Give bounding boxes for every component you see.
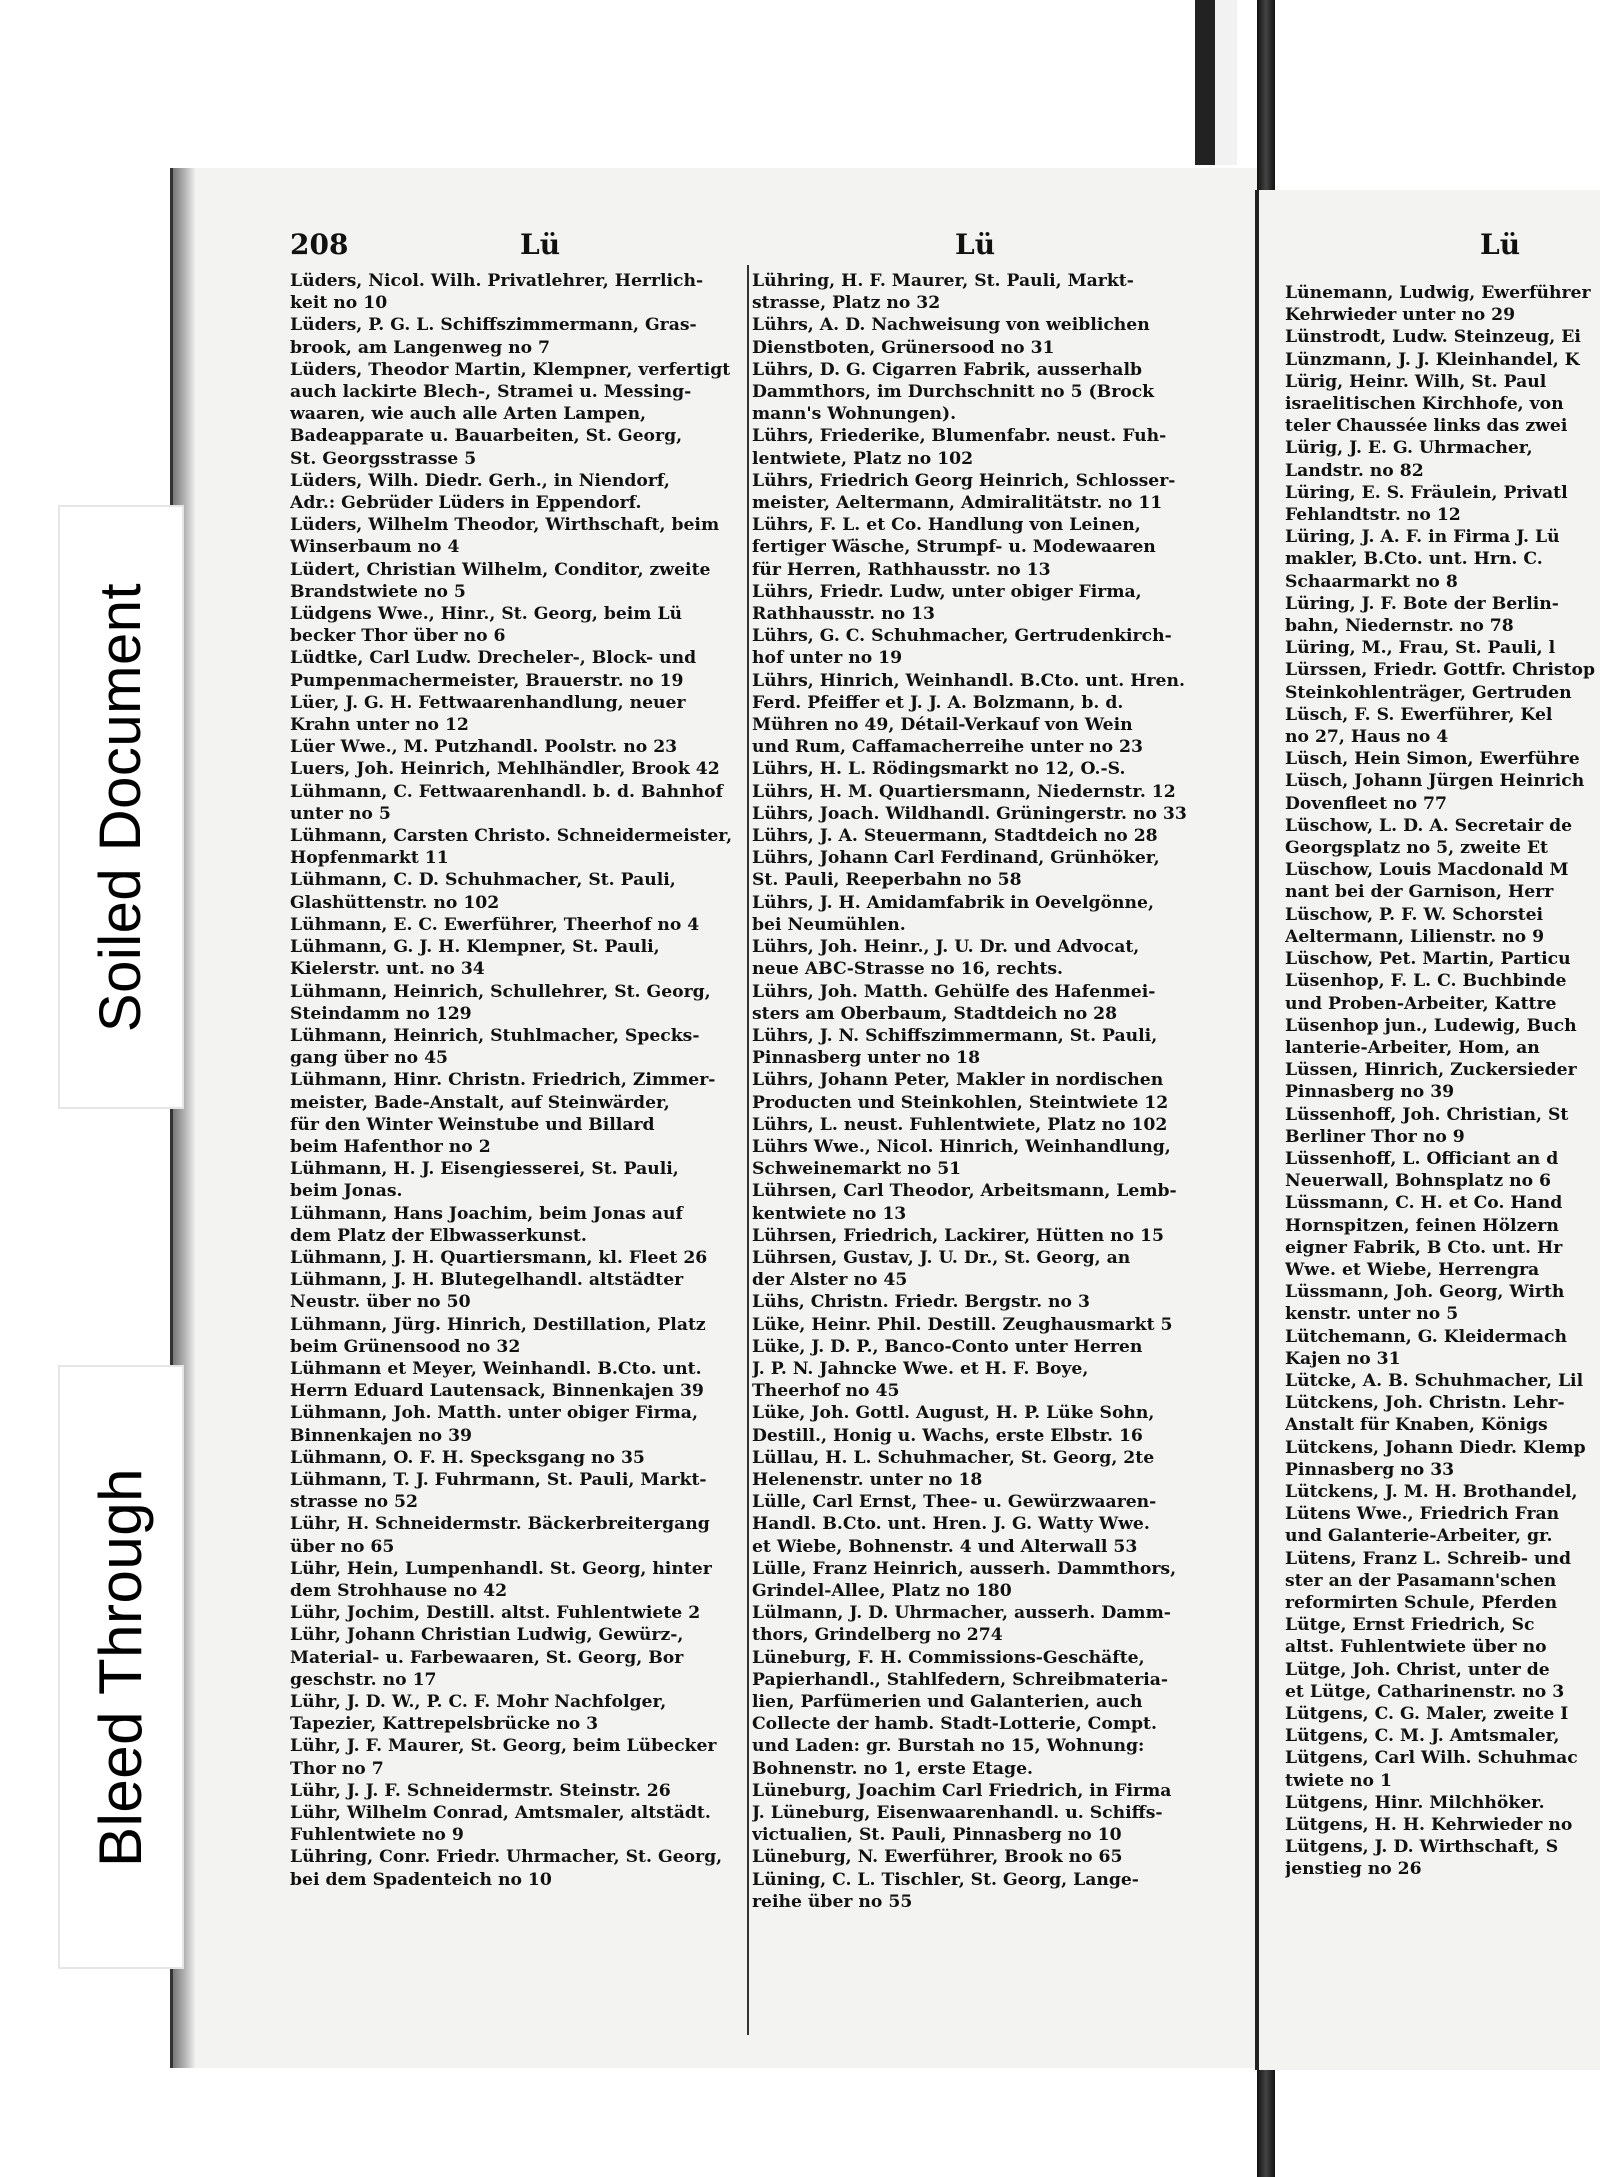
directory-line: Lühr, J. J. F. Schneidermstr. Steinstr. 26: [290, 1780, 671, 1801]
directory-line: Lütckens, Johann Diedr. Klemp: [1285, 1437, 1586, 1458]
directory-line: Lührs, L. neust. Fuhlentwiete, Platz no 102: [752, 1114, 1168, 1135]
running-head-right: Lü: [1480, 228, 1521, 261]
page-number: 208: [290, 228, 349, 261]
running-head-middle: Lü: [955, 228, 996, 261]
directory-line: Lührs, J. H. Amidamfabrik in Oevelgönne,: [752, 892, 1154, 913]
directory-line: Lürig, Heinr. Wilh, St. Paul: [1285, 371, 1547, 392]
directory-line: beim Grünensood no 32: [290, 1336, 521, 1357]
directory-line: Lüke, J. D. P., Banco-Conto unter Herren: [752, 1336, 1143, 1357]
directory-line: Georgsplatz no 5, zweite Et: [1285, 838, 1548, 859]
directory-line: Lührs, H. L. Rödingsmarkt no 12, O.-S.: [752, 759, 1126, 780]
directory-line: et Wiebe, Bohnenstr. 4 und Alterwall 53: [752, 1536, 1138, 1557]
directory-line: geschstr. no 17: [290, 1669, 437, 1690]
directory-line: dem Strohhause no 42: [290, 1580, 508, 1601]
directory-line: becker Thor über no 6: [290, 626, 506, 647]
directory-line: Glashüttenstr. no 102: [290, 892, 500, 913]
directory-line: Lütens, Franz L. Schreib- und: [1285, 1548, 1572, 1569]
directory-line: Lüneburg, N. Ewerführer, Brook no 65: [752, 1847, 1123, 1868]
directory-line: bei dem Spadenteich no 10: [290, 1869, 552, 1890]
directory-line: Lühmann, Jürg. Hinrich, Destillation, Platz: [290, 1314, 706, 1335]
directory-line: und Laden: gr. Burstah no 15, Wohnung:: [752, 1736, 1145, 1757]
directory-line: Material- u. Farbewaaren, St. Georg, Bor: [290, 1647, 684, 1668]
directory-line: Lüschow, P. F. W. Schorstei: [1285, 904, 1544, 925]
directory-line: Lülmann, J. D. Uhrmacher, ausserh. Damm-: [752, 1603, 1171, 1624]
directory-line: Lührs Wwe., Nicol. Hinrich, Weinhandlung,: [752, 1136, 1171, 1157]
directory-line: Lühmann, Hans Joachim, beim Jonas auf: [290, 1203, 683, 1224]
directory-line: eigner Fabrik, B Cto. unt. Hr: [1285, 1237, 1563, 1258]
directory-line: Lührs, G. C. Schuhmacher, Gertrudenkirch-: [752, 626, 1172, 647]
directory-line: Lüring, J. F. Bote der Berlin-: [1285, 593, 1559, 614]
soiled-document-text: Soiled Document: [88, 582, 154, 1032]
directory-line: Lühmann, Joh. Matth. unter obiger Firma,: [290, 1403, 698, 1424]
directory-line: Lühr, J. D. W., P. C. F. Mohr Nachfolger,: [290, 1692, 667, 1712]
directory-line: Lüders, Wilh. Diedr. Gerh., in Niendorf,: [290, 470, 670, 491]
directory-line: J. P. N. Jahncke Wwe. et H. F. Boye,: [752, 1358, 1089, 1379]
directory-line: kentwiete no 13: [752, 1203, 907, 1224]
directory-line: Luers, Joh. Heinrich, Mehlhändler, Brook 42: [290, 759, 720, 780]
directory-line: fertiger Wäsche, Strumpf- u. Modewaaren: [752, 537, 1156, 558]
directory-line: Lüssenhoff, Joh. Christian, St: [1285, 1104, 1569, 1125]
directory-line: Lüdert, Christian Wilhelm, Conditor, zweite: [290, 559, 711, 580]
directory-line: Pinnasberg unter no 18: [752, 1048, 981, 1069]
directory-line: Dammthors, im Durchschnitt no 5 (Brock: [752, 382, 1155, 403]
book-spine-light: [1215, 0, 1237, 165]
directory-line: Schaarmarkt no 8: [1285, 571, 1458, 592]
directory-line: Neuerwall, Bohnsplatz no 6: [1285, 1171, 1552, 1192]
directory-line: Tapezier, Kattrepelsbrücke no 3: [290, 1714, 599, 1735]
directory-line: Steinkohlenträger, Gertruden: [1285, 682, 1572, 703]
directory-line: Lünstrodt, Ludw. Steinzeug, Ei: [1285, 327, 1581, 348]
directory-line: Lütgens, C. G. Maler, zweite I: [1285, 1704, 1569, 1724]
directory-line: Lühmann, Heinrich, Stuhlmacher, Specks-: [290, 1025, 700, 1046]
directory-line: Lührsen, Gustav, J. U. Dr., St. Georg, an: [752, 1247, 1131, 1268]
directory-line: Handl. B.Cto. unt. Hren. J. G. Watty Wwe.: [752, 1514, 1150, 1535]
directory-line: neue ABC-Strasse no 16, rechts.: [752, 959, 1064, 980]
directory-line: strasse, Platz no 32: [752, 293, 941, 314]
directory-line: beim Hafenthor no 2: [290, 1136, 491, 1157]
directory-line: Lühmann, O. F. H. Specksgang no 35: [290, 1447, 645, 1468]
directory-line: Lütgens, Carl Wilh. Schuhmac: [1285, 1748, 1578, 1769]
directory-line: Lühmann, C. Fettwaarenhandl. b. d. Bahnhof: [290, 781, 723, 802]
directory-line: victualien, St. Pauli, Pinnasberg no 10: [752, 1825, 1122, 1846]
directory-line: et Lütge, Catharinenstr. no 3: [1285, 1681, 1565, 1702]
directory-line: hof unter no 19: [752, 648, 903, 669]
directory-line: Lührs, Hinrich, Weinhandl. B.Cto. unt. Hren.: [752, 670, 1185, 691]
directory-line: Helenenstr. unter no 18: [752, 1469, 983, 1490]
directory-line: Lüssenhoff, L. Officiant an d: [1285, 1148, 1559, 1169]
directory-line: Lüders, P. G. L. Schiffszimmermann, Gras-: [290, 315, 697, 336]
directory-line: Grindel-Allee, Platz no 180: [752, 1580, 1012, 1601]
directory-line: Rathhausstr. no 13: [752, 604, 935, 625]
directory-line: Lührs, Joh. Matth. Gehülfe des Hafenmei-: [752, 981, 1156, 1002]
directory-line: der Alster no 45: [752, 1270, 908, 1291]
directory-line: Lühmann, Hinr. Christn. Friedrich, Zimmer-: [290, 1070, 716, 1091]
directory-line: Lühr, J. F. Maurer, St. Georg, beim Lübecker: [290, 1736, 717, 1757]
directory-line: Lünemann, Ludwig, Ewerführer: [1285, 283, 1591, 303]
directory-line: Lühr, Wilhelm Conrad, Amtsmaler, altstädt.: [290, 1803, 711, 1824]
directory-line: Lühs, Christn. Friedr. Bergstr. no 3: [752, 1292, 1090, 1313]
directory-line: Lühmann, G. J. H. Klempner, St. Pauli,: [290, 937, 660, 958]
directory-line: Anstalt für Knaben, Königs: [1285, 1415, 1548, 1436]
directory-line: Bohnenstr. no 1, erste Etage.: [752, 1758, 1033, 1779]
directory-line: reformirten Schule, Pferden: [1285, 1592, 1558, 1613]
directory-line: Producten und Steinkohlen, Steintwiete 12: [752, 1092, 1169, 1113]
directory-line: bei Neumühlen.: [752, 914, 906, 935]
directory-column-3: [1285, 282, 1600, 1881]
directory-line: für den Winter Weinstube und Billard: [290, 1114, 655, 1135]
directory-line: Lüsenhop jun., Ludewig, Buch: [1285, 1015, 1577, 1036]
directory-line: für Herren, Rathhausstr. no 13: [752, 559, 1051, 580]
directory-line: Lülle, Franz Heinrich, ausserh. Dammthors,: [752, 1558, 1177, 1579]
directory-line: Lührs, J. A. Steuermann, Stadtdeich no 28: [752, 826, 1158, 847]
directory-line: dem Platz der Elbwasserkunst.: [290, 1225, 587, 1246]
directory-line: lien, Parfümerien und Galanterien, auch: [752, 1692, 1143, 1712]
directory-line: Collecte der hamb. Stadt-Lotterie, Compt.: [752, 1714, 1157, 1735]
directory-line: und Proben-Arbeiter, Kattre: [1285, 993, 1557, 1014]
directory-line: Lührs, F. L. et Co. Handlung von Leinen,: [752, 515, 1141, 536]
directory-line: Lülle, Carl Ernst, Thee- u. Gewürzwaaren-: [752, 1492, 1157, 1513]
directory-line: Lührs, Johann Carl Ferdinand, Grünhöker,: [752, 848, 1160, 869]
directory-line: makler, B.Cto. unt. Hrn. C.: [1285, 549, 1543, 570]
directory-line: Krahn unter no 12: [290, 715, 469, 736]
directory-line: Fehlandtstr. no 12: [1285, 505, 1461, 526]
directory-line: Lüders, Theodor Martin, Klempner, verfertigt: [290, 359, 731, 380]
directory-line: Thor no 7: [290, 1758, 384, 1779]
directory-column-2: [752, 270, 1210, 1913]
directory-line: Lüdgens Wwe., Hinr., St. Georg, beim Lü: [290, 604, 683, 625]
directory-line: Lühr, H. Schneidermstr. Bäckerbreitergang: [290, 1514, 710, 1535]
directory-line: Lüllau, H. L. Schuhmacher, St. Georg, 2te: [752, 1447, 1155, 1468]
directory-line: sters am Oberbaum, Stadtdeich no 28: [752, 1003, 1118, 1024]
directory-line: Kielerstr. unt. no 34: [290, 959, 485, 980]
directory-line: Lühmann, J. H. Blutegelhandl. altstädter: [290, 1270, 684, 1291]
directory-line: israelitischen Kirchhofe, von: [1285, 394, 1564, 415]
directory-line: Herrn Eduard Lautensack, Binnenkajen 39: [290, 1381, 704, 1402]
directory-line: Lührs, H. M. Quartiersmann, Niedernstr. 12: [752, 781, 1176, 802]
directory-line: Mühren no 49, Détail-Verkauf von Wein: [752, 715, 1133, 736]
directory-line: Lühmann, Carsten Christo. Schneidermeister,: [290, 826, 733, 847]
directory-line: Lüer, J. G. H. Fettwaarenhandlung, neuer: [290, 692, 686, 713]
directory-line: Pumpenmachermeister, Brauerstr. no 19: [290, 670, 684, 691]
directory-line: Lühmann, Heinrich, Schullehrer, St. Georg,: [290, 981, 711, 1002]
directory-line: Lütgens, J. D. Wirthschaft, S: [1285, 1837, 1559, 1858]
directory-line: Lütckens, Joh. Christn. Lehr-: [1285, 1393, 1565, 1414]
directory-line: ster an der Pasamann'schen: [1285, 1570, 1557, 1591]
directory-line: Lühr, Hein, Lumpenhandl. St. Georg, hinter: [290, 1558, 712, 1579]
directory-line: reihe über no 55: [752, 1891, 913, 1912]
directory-line: Badeapparate u. Bauarbeiten, St. Georg,: [290, 426, 683, 447]
directory-line: über no 65: [290, 1536, 395, 1557]
directory-line: Lüer Wwe., M. Putzhandl. Poolstr. no 23: [290, 737, 678, 758]
directory-line: Lühring, Conr. Friedr. Uhrmacher, St. Georg,: [290, 1847, 723, 1868]
directory-line: Lührs, Joh. Heinr., J. U. Dr. und Advocat,: [752, 937, 1140, 958]
directory-line: Lührsen, Carl Theodor, Arbeitsmann, Lemb-: [752, 1181, 1177, 1202]
directory-line: Lührs, Friedrich Georg Heinrich, Schlosser-: [752, 470, 1176, 491]
directory-line: Lührs, A. D. Nachweisung von weiblichen: [752, 315, 1150, 336]
directory-column-1: [290, 270, 745, 1891]
directory-line: Lüsch, Hein Simon, Ewerführe: [1285, 749, 1580, 770]
soiled-document-label: [58, 505, 184, 1109]
directory-line: Lühr, Jochim, Destill. altst. Fuhlentwiete 2: [290, 1603, 701, 1624]
directory-line: Lütens Wwe., Friedrich Fran: [1285, 1504, 1560, 1525]
directory-line: Ferd. Pfeiffer et J. J. A. Bolzmann, b. d.: [752, 692, 1124, 713]
directory-line: Lüneburg, F. H. Commissions-Geschäfte,: [752, 1647, 1145, 1668]
directory-line: Lüssmann, C. H. et Co. Hand: [1285, 1193, 1563, 1214]
directory-line: Lühmann et Meyer, Weinhandl. B.Cto. unt.: [290, 1358, 702, 1379]
directory-line: Lüsch, Johann Jürgen Heinrich: [1285, 771, 1585, 792]
directory-line: Fuhlentwiete no 9: [290, 1825, 464, 1846]
directory-line: Lüke, Joh. Gottl. August, H. P. Lüke Sohn,: [752, 1403, 1155, 1424]
directory-line: kenstr. unter no 5: [1285, 1304, 1459, 1325]
directory-line: Pinnasberg no 39: [1285, 1082, 1455, 1103]
directory-line: Adr.: Gebrüder Lüders in Eppendorf.: [290, 493, 642, 514]
directory-line: Steindamm no 129: [290, 1003, 472, 1024]
bleed-through-text: Bleed Through: [87, 1467, 155, 1867]
directory-line: Lüring, E. S. Fräulein, Privatl: [1285, 482, 1568, 503]
directory-line: Lührs, D. G. Cigarren Fabrik, ausserhalb: [752, 359, 1142, 380]
directory-line: strasse no 52: [290, 1492, 418, 1513]
directory-line: Hopfenmarkt 11: [290, 848, 449, 869]
directory-line: meister, Aeltermann, Admiralitätstr. no 11: [752, 493, 1163, 514]
directory-line: Kehrwieder unter no 29: [1285, 305, 1516, 326]
directory-line: Dienstboten, Grünersood no 31: [752, 337, 1055, 358]
directory-line: Lüdtke, Carl Ludw. Drecheler-, Block- und: [290, 648, 697, 669]
directory-line: Hornspitzen, feinen Hölzern: [1285, 1215, 1559, 1236]
directory-line: Lüschow, L. D. A. Secretair de: [1285, 815, 1573, 836]
directory-line: Lühmann, C. D. Schuhmacher, St. Pauli,: [290, 870, 676, 891]
directory-line: teler Chaussée links das zwei: [1285, 416, 1568, 437]
directory-line: Schweinemarkt no 51: [752, 1159, 962, 1180]
directory-line: thors, Grindelberg no 274: [752, 1625, 1003, 1646]
directory-line: Lürssen, Friedr. Gottfr. Christop: [1285, 660, 1595, 681]
directory-line: und Galanterie-Arbeiter, gr.: [1285, 1526, 1553, 1547]
directory-line: Lüschow, Pet. Martin, Particu: [1285, 949, 1571, 970]
directory-line: lentwiete, Platz no 102: [752, 448, 974, 469]
directory-line: beim Jonas.: [290, 1181, 403, 1202]
directory-line: Lütgens, C. M. J. Amtsmaler,: [1285, 1726, 1560, 1747]
directory-line: Papierhandl., Stahlfedern, Schreibmateria-: [752, 1669, 1169, 1690]
directory-line: St. Georgsstrasse 5: [290, 448, 477, 469]
directory-line: Lüneburg, Joachim Carl Friedrich, in Firma: [752, 1780, 1172, 1801]
directory-line: keit no 10: [290, 293, 388, 314]
directory-line: Lühmann, E. C. Ewerführer, Theerhof no 4: [290, 914, 700, 935]
directory-line: Lühmann, H. J. Eisengiesserei, St. Pauli,: [290, 1159, 679, 1180]
directory-line: Theerhof no 45: [752, 1381, 900, 1402]
directory-line: Lühmann, T. J. Fuhrmann, St. Pauli, Markt-: [290, 1469, 707, 1490]
directory-line: Lütge, Joh. Christ, unter de: [1285, 1659, 1550, 1680]
directory-line: brook, am Langenweg no 7: [290, 337, 550, 358]
directory-line: Destill., Honig u. Wachs, erste Elbstr. 16: [752, 1425, 1143, 1446]
directory-line: mann's Wohnungen).: [752, 404, 957, 425]
directory-line: auch lackirte Blech-, Stramei u. Messing-: [290, 382, 692, 403]
directory-line: Lütcke, A. B. Schuhmacher, Lil: [1285, 1370, 1584, 1391]
directory-line: twiete no 1: [1285, 1770, 1392, 1791]
running-head-left: Lü: [520, 228, 561, 261]
directory-line: Lütckens, J. M. H. Brothandel,: [1285, 1481, 1578, 1502]
directory-line: Landstr. no 82: [1285, 460, 1424, 481]
directory-line: Lüders, Wilhelm Theodor, Wirthschaft, beim: [290, 515, 720, 536]
directory-line: Lüring, J. A. F. in Firma J. Lü: [1285, 527, 1560, 548]
directory-line: Lührs, Friedr. Ludw, unter obiger Firma,: [752, 581, 1142, 602]
directory-line: no 27, Haus no 4: [1285, 727, 1449, 748]
directory-line: Wwe. et Wiebe, Herrengra: [1285, 1259, 1540, 1280]
directory-line: Lünzmann, J. J. Kleinhandel, K: [1285, 349, 1580, 370]
directory-line: Lüders, Nicol. Wilh. Privatlehrer, Herrlich-: [290, 271, 704, 291]
directory-line: Binnenkajen no 39: [290, 1425, 473, 1446]
directory-line: St. Pauli, Reeperbahn no 58: [752, 870, 1022, 891]
directory-line: Kajen no 31: [1285, 1348, 1401, 1369]
directory-line: Lütchemann, G. Kleidermach: [1285, 1326, 1567, 1347]
directory-line: altst. Fuhlentwiete über no: [1285, 1637, 1547, 1658]
directory-line: unter no 5: [290, 803, 391, 824]
column-divider: [747, 265, 749, 2035]
directory-line: Lühring, H. F. Maurer, St. Pauli, Markt-: [752, 271, 1134, 291]
directory-line: Lührsen, Friedrich, Lackirer, Hütten no 15: [752, 1225, 1164, 1246]
directory-line: Lührs, Friederike, Blumenfabr. neust. Fuh-: [752, 426, 1167, 447]
directory-line: Neustr. über no 50: [290, 1292, 471, 1313]
directory-line: und Rum, Caffamacherreihe unter no 23: [752, 737, 1143, 758]
directory-line: Lüring, M., Frau, St. Pauli, l: [1285, 638, 1556, 659]
directory-line: lanterie-Arbeiter, Hom, an: [1285, 1037, 1540, 1058]
directory-line: Lüke, Heinr. Phil. Destill. Zeughausmarkt 5: [752, 1314, 1173, 1335]
directory-line: Brandstwiete no 5: [290, 581, 466, 602]
directory-line: Lürig, J. E. G. Uhrmacher,: [1285, 438, 1533, 459]
directory-line: Lütgens, H. H. Kehrwieder no: [1285, 1815, 1573, 1836]
directory-line: Lütge, Ernst Friedrich, Sc: [1285, 1615, 1535, 1636]
directory-line: meister, Bade-Anstalt, auf Steinwärder,: [290, 1092, 670, 1113]
directory-line: Lühr, Johann Christian Ludwig, Gewürz-,: [290, 1625, 684, 1646]
directory-line: Lüsch, F. S. Ewerführer, Kel: [1285, 704, 1553, 725]
directory-line: Winserbaum no 4: [290, 537, 460, 558]
bleed-through-label: [58, 1365, 184, 1969]
directory-line: Lüning, C. L. Tischler, St. Georg, Lange-: [752, 1869, 1139, 1890]
directory-line: Lüssen, Hinrich, Zuckersieder: [1285, 1060, 1577, 1081]
directory-line: Lührs, Joach. Wildhandl. Grüningerstr. no 33: [752, 803, 1187, 824]
directory-line: Lühmann, J. H. Quartiersmann, kl. Fleet 26: [290, 1247, 708, 1268]
directory-line: gang über no 45: [290, 1048, 449, 1069]
directory-line: Lütgens, Hinr. Milchhöker.: [1285, 1792, 1545, 1813]
directory-line: J. Lüneburg, Eisenwaarenhandl. u. Schiffs-: [752, 1803, 1163, 1824]
directory-line: nant bei der Garnison, Herr: [1285, 882, 1554, 903]
directory-line: Lüssmann, Joh. Georg, Wirth: [1285, 1282, 1565, 1303]
directory-line: Berliner Thor no 9: [1285, 1126, 1465, 1147]
directory-line: Pinnasberg no 33: [1285, 1459, 1455, 1480]
directory-line: Lüsenhop, F. L. C. Buchbinde: [1285, 971, 1567, 992]
directory-line: waaren, wie auch alle Arten Lampen,: [290, 404, 647, 425]
directory-line: bahn, Niedernstr. no 78: [1285, 616, 1514, 637]
directory-line: Aeltermann, Lilienstr. no 9: [1285, 926, 1545, 947]
directory-line: Lührs, Johann Peter, Makler in nordischen: [752, 1070, 1164, 1091]
directory-line: Lüschow, Louis Macdonald M: [1285, 860, 1569, 881]
book-spine-dark: [1195, 0, 1215, 165]
directory-line: jenstieg no 26: [1285, 1859, 1422, 1880]
directory-line: Dovenfleet no 77: [1285, 793, 1447, 814]
directory-line: Lührs, J. N. Schiffszimmermann, St. Pauli,: [752, 1025, 1158, 1046]
